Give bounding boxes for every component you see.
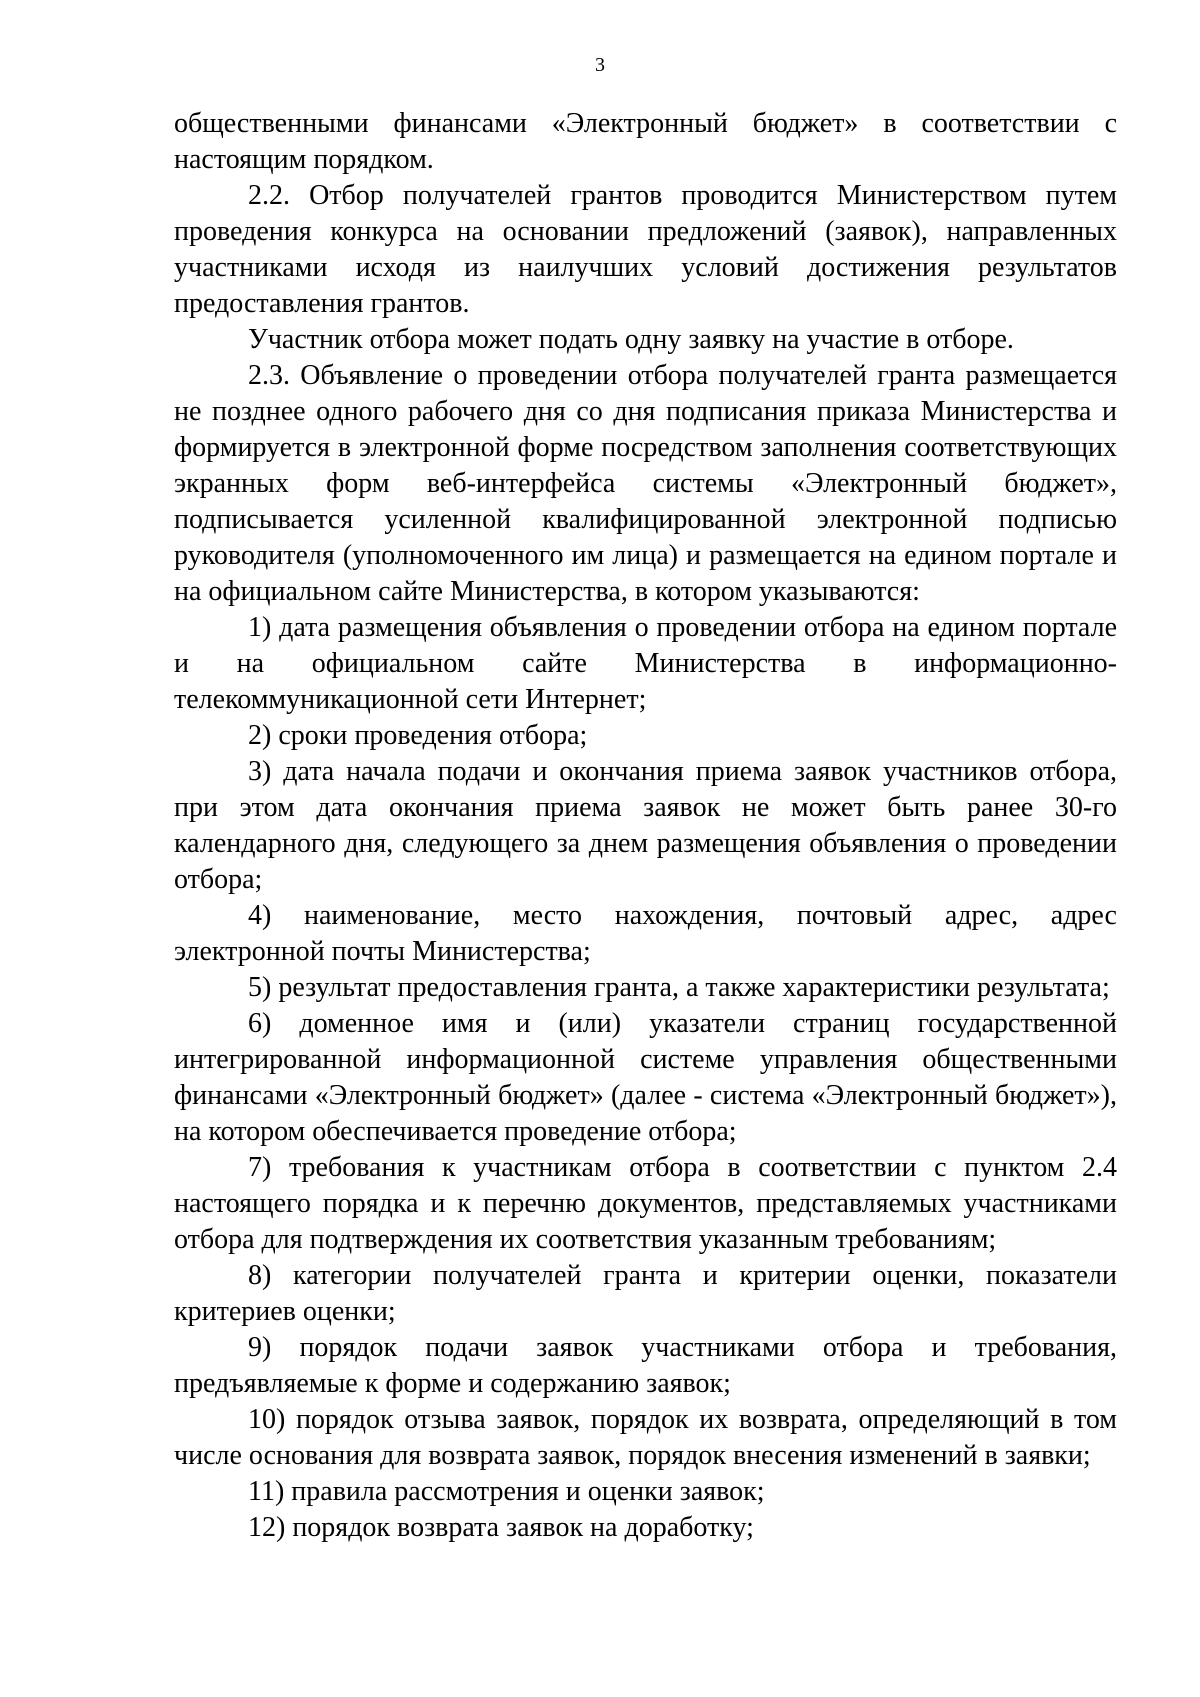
list-item-2: 2) сроки проведения отбора;: [248, 720, 588, 751]
paragraph-continuation: общественными финансами «Электронный бюджет» в соответствии с настоящим порядком.: [174, 108, 1117, 175]
list-item-10: 10) порядок отзыва заявок, порядок их возврата, определяющий в том числе основания для возврата заявок, порядок внесения изменений в заявки;: [174, 1404, 1117, 1471]
page-number: 3: [595, 54, 605, 76]
document-body: [174, 106, 1117, 1546]
list-item-7: 7) требования к участникам отбора в соответствии с пунктом 2.4 настоящего порядка и к перечню документов, представляемых участниками отбора для подтверждения их соответствия указанным требованиям;: [174, 1152, 1117, 1255]
list-item-4: 4) наименование, место нахождения, почтовый адрес, адрес электронной почты Министерства;: [174, 900, 1117, 967]
list-item-11: 11) правила рассмотрения и оценки заявок;: [248, 1476, 765, 1507]
list-item-1: 1) дата размещения объявления о проведении отбора на едином портале и на официальном сайте Министерства в информационно-телекоммуникационной сети Интернет;: [174, 612, 1117, 715]
paragraph-2-2: 2.2. Отбор получателей грантов проводится Министерством путем проведения конкурса на основании предложений (заявок), направленных участниками исходя из наилучших условий достижения результатов предоставления грантов.: [174, 180, 1117, 319]
list-item-12: 12) порядок возврата заявок на доработку;: [248, 1512, 754, 1543]
list-item-5: 5) результат предоставления гранта, а также характеристики результата;: [248, 972, 1110, 1003]
list-item-3: 3) дата начала подачи и окончания приема заявок участников отбора, при этом дата окончания приема заявок не может быть ранее 30-го календарного дня, следующего за днем размещения объявления о проведении отбора;: [174, 756, 1117, 895]
list-item-6: 6) доменное имя и (или) указатели страниц государственной интегрированной информационной системе управления общественными финансами «Электронный бюджет» (далее - система «Электронный бюджет»), на котором обеспечивается проведение отбора;: [174, 1008, 1117, 1147]
list-item-9: 9) порядок подачи заявок участниками отбора и требования, предъявляемые к форме и содержанию заявок;: [174, 1332, 1117, 1399]
paragraph-one-application: Участник отбора может подать одну заявку на участие в отборе.: [248, 324, 1014, 355]
list-item-8: 8) категории получателей гранта и критерии оценки, показатели критериев оценки;: [174, 1260, 1117, 1327]
paragraph-2-3: 2.3. Объявление о проведении отбора получателей гранта размещается не позднее одного рабочего дня со дня подписания приказа Министерства и формируется в электронной форме посредством заполнения соответствующих экранных форм веб-интерфейса системы «Электронный бюджет», подписывается усиленной квалифицированной электронной подписью руководителя (уполномоченного им лица) и размещается на едином портале и на официальном сайте Министерства, в котором указываются:: [174, 360, 1117, 607]
